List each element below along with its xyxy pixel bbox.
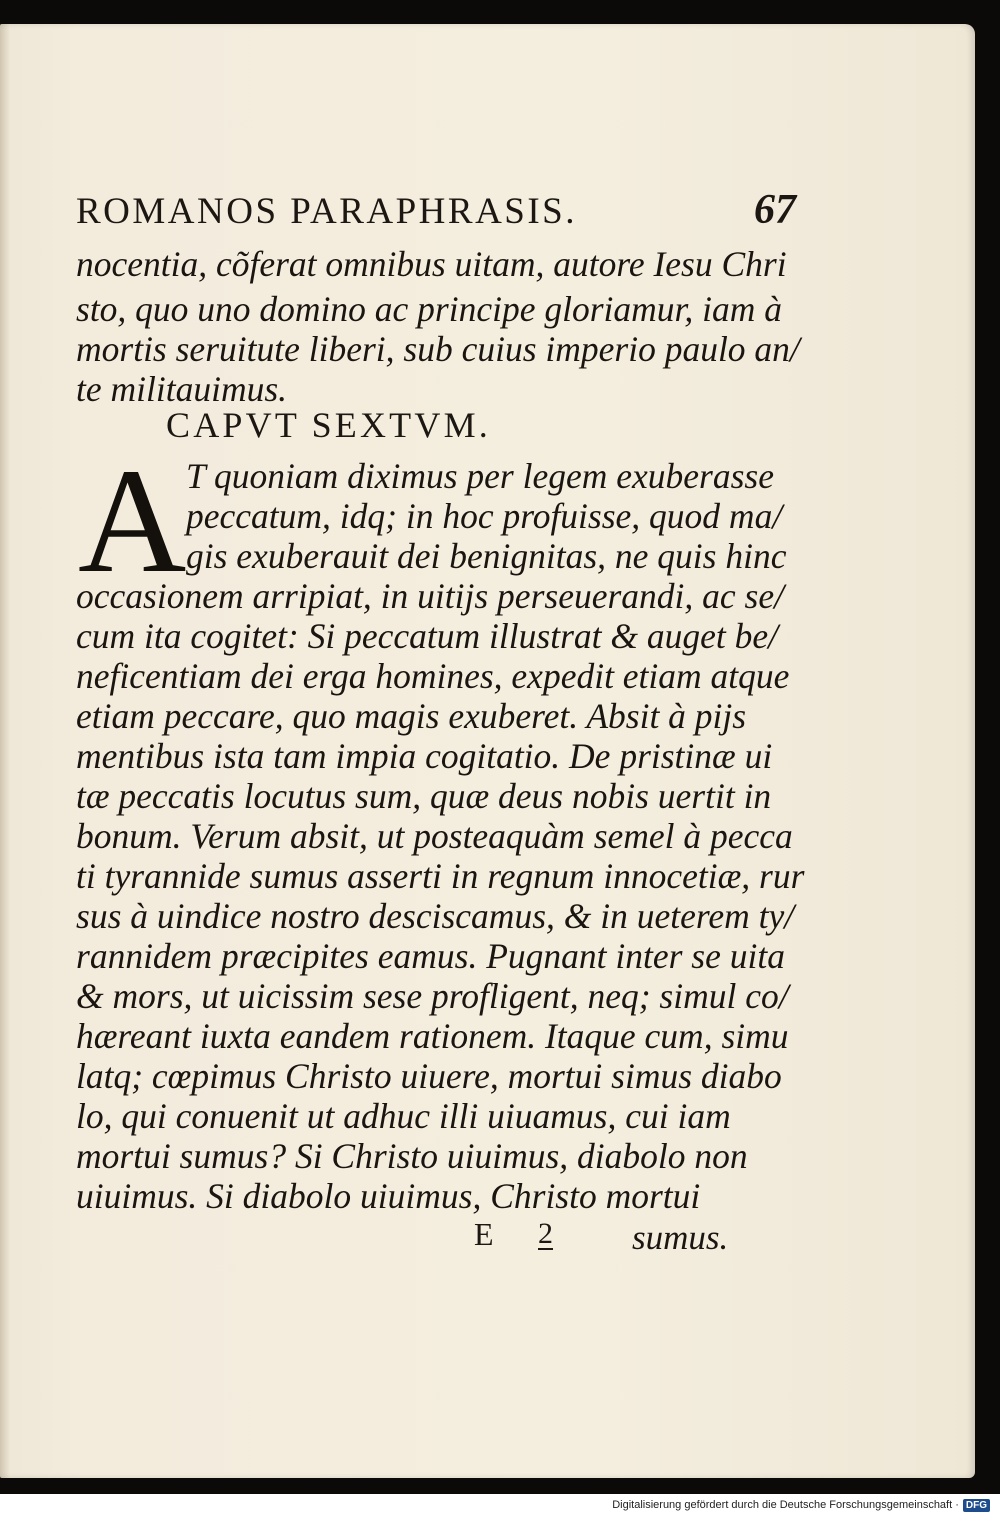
- text-line: ti tyrannide sumus asserti in regnum innocetiæ, rur: [76, 856, 805, 896]
- text-line: mentibus ista tam impia cogitatio. De pristinæ ui: [76, 736, 773, 776]
- signature-letter: E: [474, 1216, 494, 1252]
- text-line: neficentiam dei erga homines, expedit etiam atque: [76, 656, 790, 696]
- text-line: cum ita cogitet: Si peccatum illustrat & auget be/: [76, 616, 778, 656]
- text-line: te militauimus.: [76, 369, 288, 409]
- drop-cap: A: [78, 438, 187, 604]
- page-number: 67: [754, 187, 796, 233]
- text-line: tæ peccatis locutus sum, quæ deus nobis uertit in: [76, 776, 772, 816]
- text-line: T quoniam diximus per legem exuberasse: [186, 456, 774, 496]
- text-line: etiam peccare, quo magis exuberet. Absit à pijs: [76, 696, 747, 736]
- text-line: sto, quo uno domino ac principe gloriamur, iam à: [76, 289, 783, 329]
- text-line: mortis seruitute liberi, sub cuius imperio paulo an/: [76, 329, 800, 369]
- digitization-footer: [0, 1494, 1000, 1516]
- book-page: [0, 24, 975, 1478]
- funding-credit: Digitalisierung gefördert durch die Deutsche Forschungsgemeinschaft ·: [612, 1499, 959, 1511]
- dfg-logo-icon: DFG: [963, 1499, 990, 1512]
- text-line: rannidem præcipites eamus. Pugnant inter se uita: [76, 936, 785, 976]
- text-line: gis exuberauit dei benignitas, ne quis hinc: [186, 536, 787, 576]
- text-line: latq; cœpimus Christo uiuere, mortui simus diabo: [76, 1056, 782, 1096]
- text-line: peccatum, idq; in hoc profuisse, quod ma/: [186, 496, 783, 536]
- text-line: sus à uindice nostro desciscamus, & in ueterem ty/: [76, 896, 795, 936]
- text-line: nocentia, cõferat omnibus uitam, autore Iesu Chri: [76, 244, 787, 284]
- running-title: ROMANOS PARAPHRASIS.: [76, 191, 578, 232]
- text-line: occasionem arripiat, in uitijs perseuerandi, ac se/: [76, 576, 784, 616]
- chapter-heading: CAPVT SEXTVM.: [166, 405, 491, 445]
- text-line: & mors, ut uicissim sese profligent, neq; simul co/: [76, 976, 789, 1016]
- catchword: sumus.: [632, 1218, 729, 1257]
- text-line: hæreant iuxta eandem rationem. Itaque cum, simu: [76, 1016, 789, 1056]
- text-line: mortui sumus? Si Christo uiuimus, diabolo non: [76, 1136, 748, 1176]
- text-line: uiuimus. Si diabolo uiuimus, Christo mortui: [76, 1176, 701, 1216]
- signature-number: 2: [538, 1217, 553, 1250]
- text-line: bonum. Verum absit, ut posteaquàm semel à pecca: [76, 816, 793, 856]
- text-line: lo, qui conuenit ut adhuc illi uiuamus, cui iam: [76, 1096, 731, 1136]
- running-header: [76, 186, 796, 234]
